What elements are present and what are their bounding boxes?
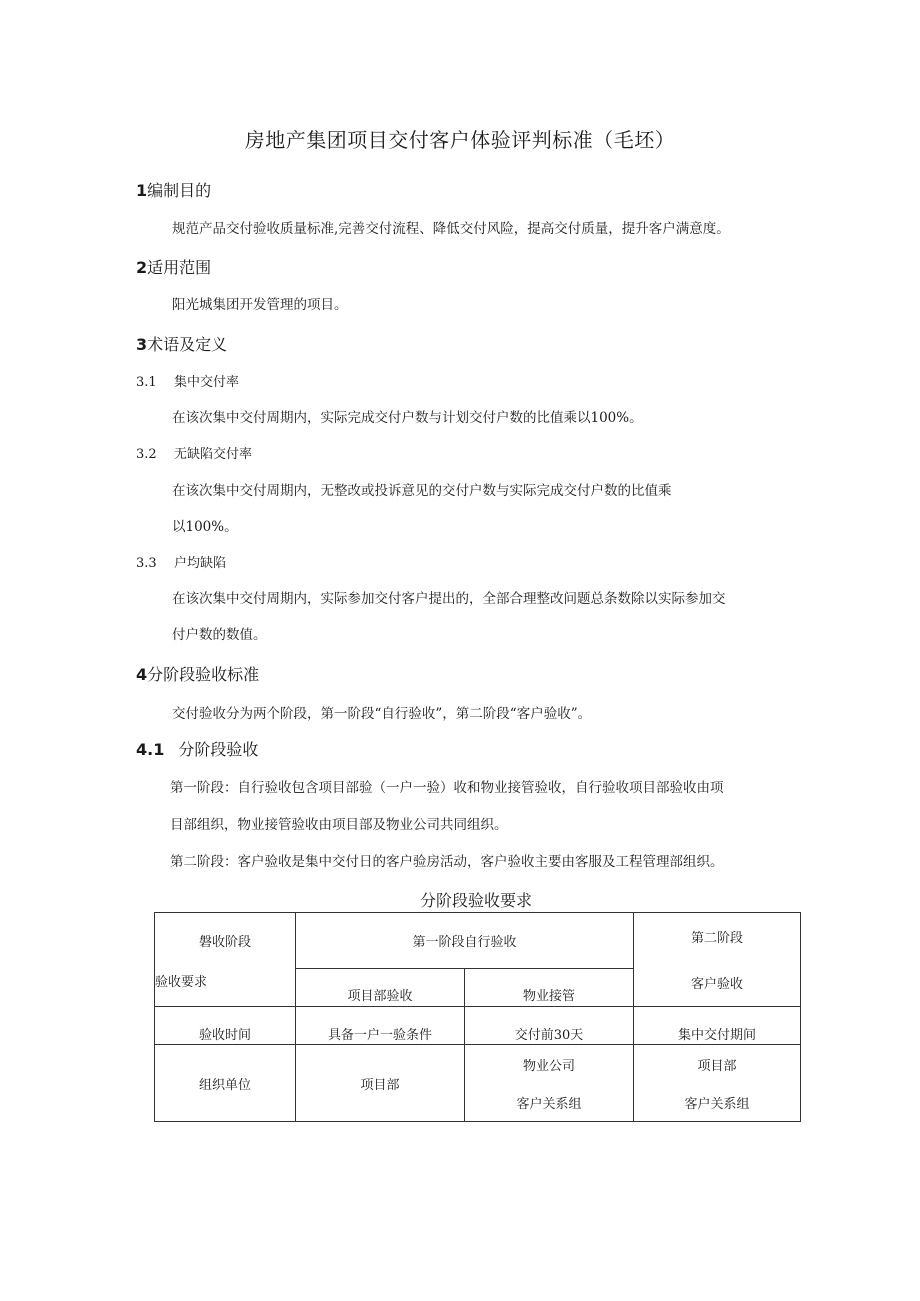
section-2-heading xyxy=(136,255,211,278)
term-3-2-heading xyxy=(136,443,252,462)
table-cell xyxy=(634,1045,801,1122)
term-name: 户均缺陷 xyxy=(174,556,227,571)
section-title: 分阶段验收标准 xyxy=(147,665,260,684)
section-2-body: 阳光城集团开发管理的项目。 xyxy=(172,297,348,313)
cell-line: 客户关系组 xyxy=(516,1096,582,1112)
term-3-3-definition-line: 在该次集中交付周期内，实际参加交付客户提出的，全部合理整改问题总条数除以实际参加交 xyxy=(172,591,726,607)
table-cell: 项目部 xyxy=(296,1045,465,1122)
term-3-1-definition: 在该次集中交付周期内，实际完成交付户数与计划交付户数的比值乘以100%。 xyxy=(172,410,643,426)
term-number: 3.1 xyxy=(136,375,157,390)
term-name: 无缺陷交付率 xyxy=(174,447,253,462)
term-number: 3.3 xyxy=(136,556,157,571)
subsection-number: 4.1 xyxy=(136,740,165,759)
stage-1-header: 第一阶段自行验收 xyxy=(296,913,634,969)
corner-bottom-label: 验收要求 xyxy=(155,975,208,990)
stage-acceptance-table xyxy=(154,912,801,1122)
section-1-body: 规范产品交付验收质量标准,完善交付流程、降低交付风险，提高交付质量，提升客户满意度。 xyxy=(172,221,730,237)
subsection-4-1-line: 第二阶段：客户验收是集中交付日的客户验房活动，客户验收主要由客服及工程管理部组织。 xyxy=(170,854,724,870)
section-number: 2 xyxy=(136,258,148,277)
section-4-heading xyxy=(136,662,259,685)
table-cell xyxy=(465,1045,634,1122)
term-3-3-heading xyxy=(136,552,226,571)
subsection-4-1-line: 第一阶段：自行验收包含项目部验（一户一验）收和物业接管验收，自行验收项目部验收由项 xyxy=(170,780,724,796)
stage-1-sub-header: 项目部验收 xyxy=(296,969,465,1007)
stage-2-header xyxy=(634,913,801,1007)
section-title: 编制目的 xyxy=(147,181,212,200)
corner-top-label: 磐收阶段 xyxy=(199,935,252,950)
row-label: 验收时间 xyxy=(155,1007,296,1045)
section-4-body: 交付验收分为两个阶段，第一阶段“自行验收”，第二阶段“客户验收”。 xyxy=(172,706,592,722)
term-3-2-definition-line: 以100%。 xyxy=(172,519,238,535)
table-caption: 分阶段验收要求 xyxy=(419,891,532,910)
row-label: 组织单位 xyxy=(155,1045,296,1122)
section-number: 3 xyxy=(136,335,148,354)
table-cell: 交付前30天 xyxy=(465,1007,634,1045)
term-3-2-definition-line: 在该次集中交付周期内，无整改或投诉意见的交付户数与实际完成交付户数的比值乘 xyxy=(172,483,672,499)
section-title: 适用范围 xyxy=(147,258,212,277)
section-title: 术语及定义 xyxy=(147,335,228,354)
section-3-heading xyxy=(136,332,227,355)
cell-line: 物业公司 xyxy=(523,1058,576,1074)
subsection-4-1-line: 目部组织，物业接管验收由项目部及物业公司共同组织。 xyxy=(170,817,508,833)
cell-line: 项目部 xyxy=(697,1058,737,1074)
term-name: 集中交付率 xyxy=(174,375,240,390)
term-3-3-definition-line: 付户数的数值。 xyxy=(172,627,267,643)
subsection-4-1-heading xyxy=(136,737,258,760)
table-cell: 具备一户一验条件 xyxy=(296,1007,465,1045)
section-1-heading xyxy=(136,178,211,201)
table-cell: 集中交付期间 xyxy=(634,1007,801,1045)
stage-1-sub-header: 物业接管 xyxy=(465,969,634,1007)
page-title: 房地产集团项目交付客户体验评判标准（毛坯） xyxy=(244,128,676,152)
term-3-1-heading xyxy=(136,371,239,390)
section-number: 4 xyxy=(136,665,148,684)
section-number: 1 xyxy=(136,181,148,200)
subsection-title: 分阶段验收 xyxy=(178,740,259,759)
term-number: 3.2 xyxy=(136,447,157,462)
stage-2-header-line: 第二阶段 xyxy=(691,930,744,946)
table-corner-header xyxy=(155,913,296,1007)
cell-line: 客户关系组 xyxy=(684,1096,750,1112)
stage-2-header-line: 客户验收 xyxy=(691,977,744,993)
